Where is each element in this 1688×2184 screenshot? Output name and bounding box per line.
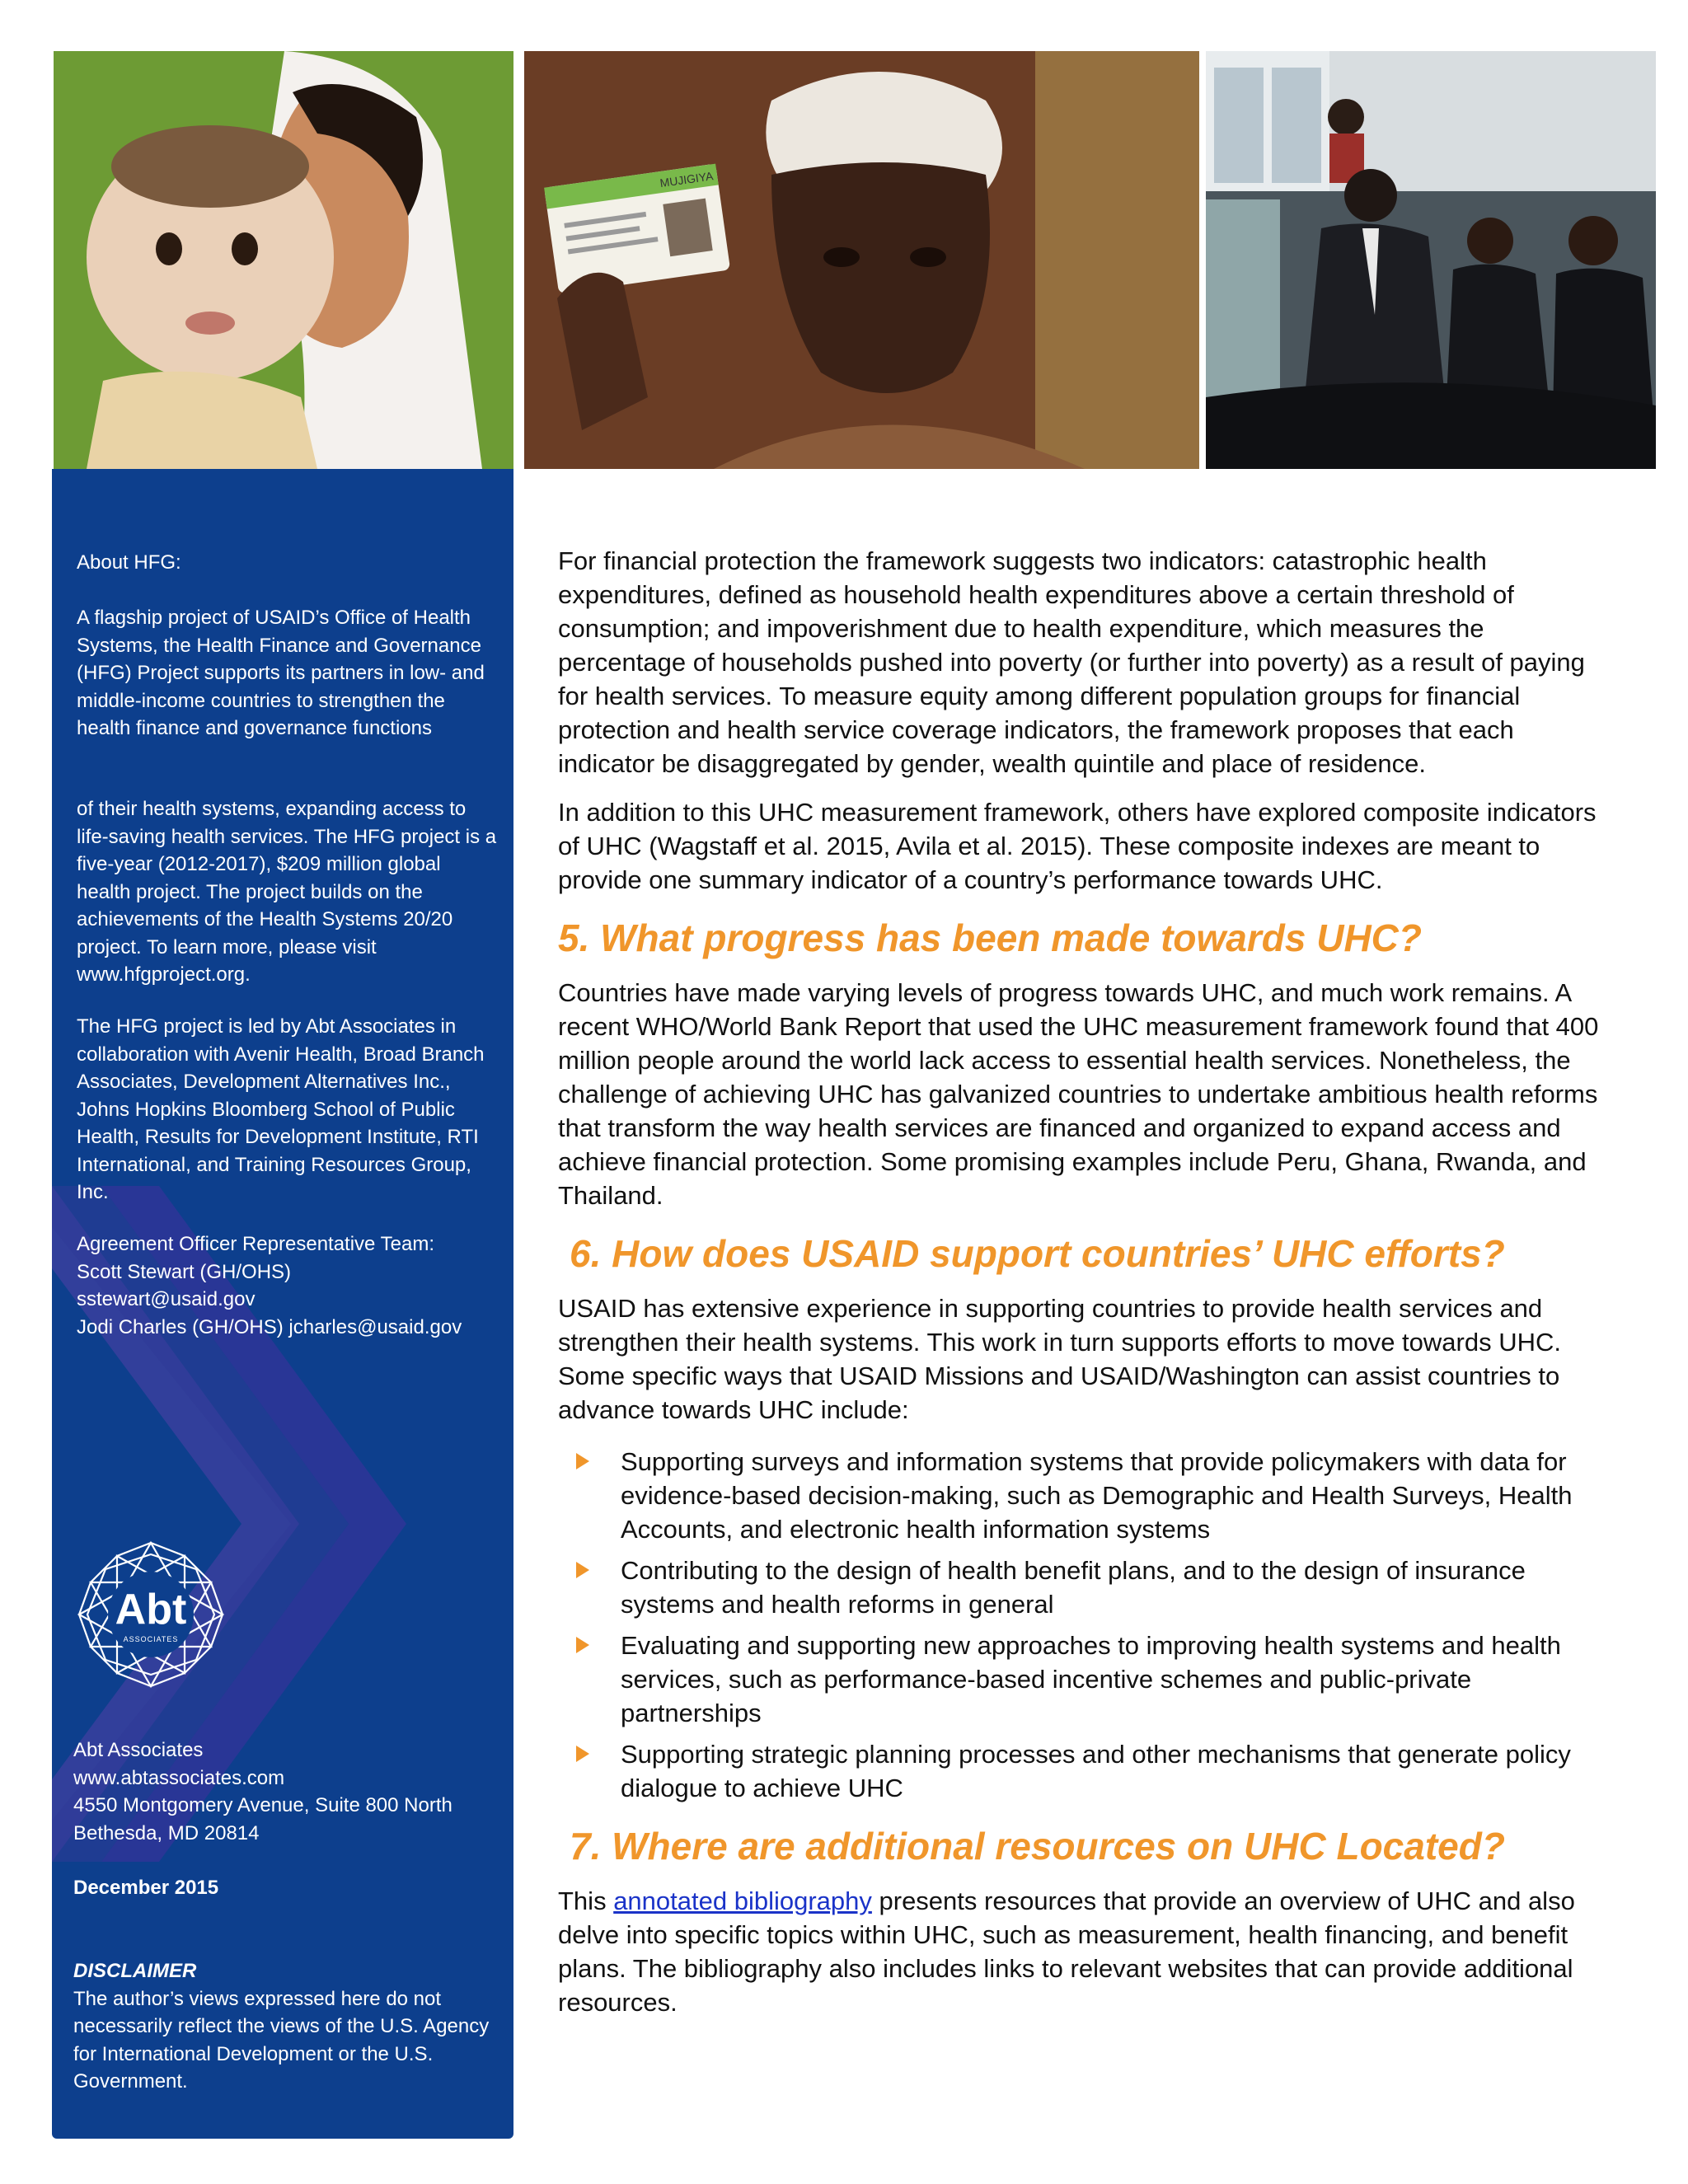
main-content [558,544,1617,2034]
disclaimer-text: The author’s views expressed here do not necessarily reflect the views of the U.S. Agency for International Development or the U.S. Government. [73,1987,490,2093]
about-sidebar [52,469,513,2139]
financial-protection-paragraph: For financial protection the framework suggests two indicators: catastrophic health expenditures, defined as household health expenditures above a certain threshold of consumption; and impoverishment due to health expenditure, which measures the percentage of households pushed into poverty (or further into poverty) as a result of paying for health services. To measure equity among different population groups for financial protection and health service coverage indicators, the framework proposes that each indicator be disaggregated by gender, wealth quintile and place of residence. [558,546,1585,778]
list-item: Evaluating and supporting new approaches to improving health systems and health services, such as performance-based incentive schemes and public-private partnerships [558,1629,1617,1730]
section-5-heading: 5. What progress has been made towards UHC? [558,916,1423,959]
contact-name: Abt Associates [73,1739,204,1761]
list-item: Supporting strategic planning processes and other mechanisms that generate policy dialogue to achieve UHC [558,1737,1617,1805]
mother-and-baby-photo [54,51,513,469]
bullet-arrow-icon [576,1746,589,1762]
id-card-text: MUJIGIYA [659,169,715,190]
section-6-paragraph: USAID has extensive experience in supporting countries to provide health services and strengthen their health systems. This work in turn supports efforts to move towards UHC. Some specific ways that USAID Missions and USAID/Washington can assist countries to advance towards UHC include: [558,1294,1561,1424]
aor-email-1[interactable]: sstewart@usaid.gov [77,1288,256,1310]
list-item: Contributing to the design of health benefit plans, and to the design of insurance systems and health reforms in general [558,1554,1617,1621]
abt-associates-logo [73,1536,229,1693]
abt-logo-text: Abt [115,1586,187,1633]
about-paragraph-1: A flagship project of USAID’s Office of Health Systems, the Health Finance and Governance (HFG) Project supports its partners in low- and middle-income countries to strengthen the health finance and governance functions [77,607,485,739]
section-5-paragraph: Countries have made varying levels of progress towards UHC, and much work remains. A recent WHO/World Bank Report that used the UHC measurement framework found that 400 million people around the world lack access to essential health services. Nonetheless, the challenge of achieving UHC has galvanized countries to undertake ambitious health reforms that transform the way health services are financed and organized to expand access and achieve financial protection. Some promising examples include Peru, Ghana, Rwanda, and Thailand. [558,978,1599,1210]
bullet-arrow-icon [576,1562,589,1578]
annotated-bibliography-link[interactable]: annotated bibliography [613,1886,872,1915]
contact-address-line-1: 4550 Montgomery Avenue, Suite 800 North [73,1794,452,1816]
contact-website[interactable]: www.abtassociates.com [73,1766,285,1789]
usaid-support-list [558,1445,1617,1805]
contact-address-line-2: Bethesda, MD 20814 [73,1821,260,1844]
aor-title: Agreement Officer Representative Team: [77,1233,434,1255]
disclaimer-title: DISCLAIMER [73,1960,197,1982]
publication-date: December 2015 [73,1877,219,1899]
section-7-heading: 7. Where are additional resources on UHC Located? [570,1825,1505,1868]
abt-logo-subtext: ASSOCIATES [123,1635,179,1643]
about-paragraph-2: of their health systems, expanding access to life-saving health services. The HFG project is a five-year (2012-2017), $209 million global health project. The project builds on the achievements of the Health Systems 20/20 project. To learn more, please visit www.hfgproject.org. [77,798,497,986]
aor-contact-1: Scott Stewart (GH/OHS) [77,1260,292,1283]
composite-indicators-paragraph: In addition to this UHC measurement framework, others have explored composite indicators of UHC (Wagstaff et al. 2015, Avila et al. 2015). These composite indexes are meant to provide one summary indicator of a country’s performance towards UHC. [558,798,1597,894]
list-item: Supporting surveys and information systems that provide policymakers with data for evidence-based decision-making, such as Demographic and Health Surveys, Health Accounts, and electronic health information systems [558,1445,1617,1546]
about-title: About HFG: [77,551,181,574]
aor-contact-2: Jodi Charles (GH/OHS) jcharles@usaid.gov [77,1315,462,1338]
meeting-room-photo [1206,51,1656,469]
section-6-heading: 6. How does USAID support countries’ UHC efforts? [570,1232,1505,1275]
bullet-arrow-icon [576,1637,589,1653]
bullet-arrow-icon [576,1453,589,1469]
woman-holding-id-card-photo [524,51,1199,469]
about-paragraph-3: The HFG project is led by Abt Associates in collaboration with Avenir Health, Broad Branch Associates, Development Alternatives Inc., Johns Hopkins Bloomberg School of Public Health, Results for Development Institute, RTI International, and Training Resources Group, Inc. [77,1015,485,1203]
section-7-paragraph: This annotated bibliography presents resources that provide an overview of UHC and also delve into specific topics within UHC, such as measurement, health financing, and benefit plans. The bibliography also includes links to relevant websites that can provide additional resources. [558,1886,1575,2017]
